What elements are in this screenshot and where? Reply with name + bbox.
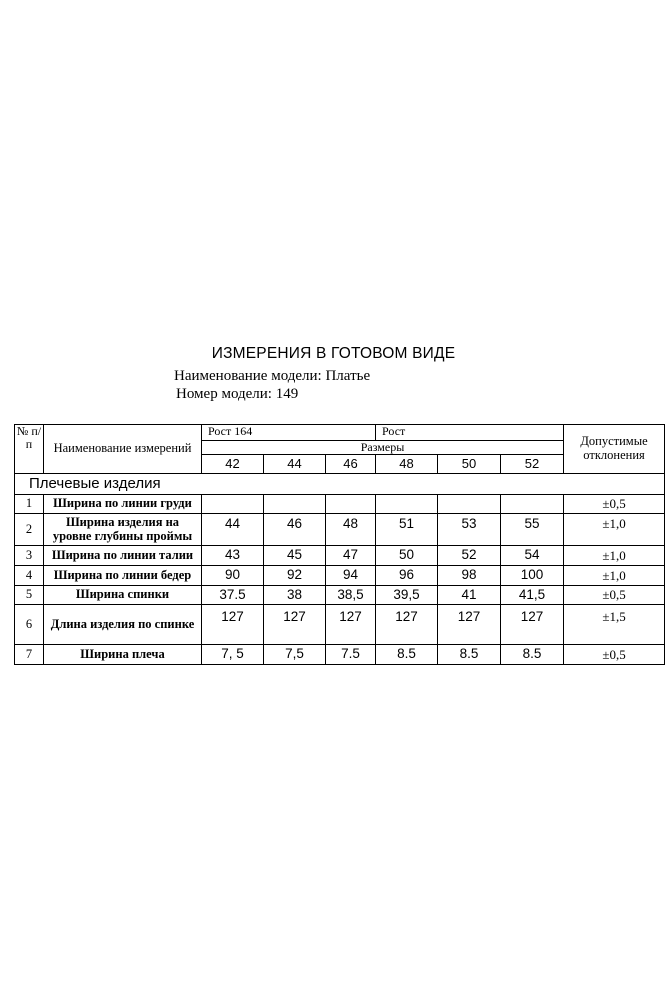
row-value: 53 — [438, 514, 501, 546]
row-value: 47 — [326, 546, 376, 566]
row-value: 7, 5 — [202, 645, 264, 665]
table-row — [15, 645, 665, 665]
row-tolerance: ±1,0 — [564, 546, 665, 566]
row-value — [376, 495, 438, 514]
table-row — [15, 605, 665, 645]
size-header: 50 — [438, 455, 501, 474]
row-value: 55 — [501, 514, 564, 546]
row-value: 90 — [202, 566, 264, 586]
size-header: 46 — [326, 455, 376, 474]
row-value: 127 — [501, 605, 564, 645]
header-rost-164: Рост 164 — [202, 425, 376, 441]
model-number-line: Номер модели: 149 — [176, 386, 299, 402]
header-sizes: Размеры — [202, 441, 564, 455]
table-row — [15, 546, 665, 566]
row-tolerance: ±1,0 — [564, 514, 665, 546]
table-row — [15, 586, 665, 605]
row-value — [438, 495, 501, 514]
row-value: 94 — [326, 566, 376, 586]
row-value: 127 — [202, 605, 264, 645]
row-value: 48 — [326, 514, 376, 546]
row-value — [264, 495, 326, 514]
row-name: Ширина плеча — [44, 645, 202, 665]
row-number: 3 — [15, 546, 44, 566]
row-value: 41,5 — [501, 586, 564, 605]
row-name: Ширина изделия на уровне глубины проймы — [44, 514, 202, 546]
row-value: 39,5 — [376, 586, 438, 605]
row-value: 41 — [438, 586, 501, 605]
size-header: 42 — [202, 455, 264, 474]
section-title: Плечевые изделия — [15, 474, 665, 495]
row-value: 7,5 — [264, 645, 326, 665]
row-name: Ширина по линии бедер — [44, 566, 202, 586]
table-row — [15, 514, 665, 546]
row-value: 52 — [438, 546, 501, 566]
row-name: Ширина спинки — [44, 586, 202, 605]
row-value — [501, 495, 564, 514]
row-value: 127 — [264, 605, 326, 645]
row-value — [326, 495, 376, 514]
row-tolerance: ±0,5 — [564, 645, 665, 665]
row-number: 4 — [15, 566, 44, 586]
row-value: 37.5 — [202, 586, 264, 605]
header-rost-2: Рост — [376, 425, 564, 441]
row-tolerance: ±1,0 — [564, 566, 665, 586]
row-value: 8.5 — [501, 645, 564, 665]
row-value: 46 — [264, 514, 326, 546]
row-name: Ширина по линии груди — [44, 495, 202, 514]
row-value: 44 — [202, 514, 264, 546]
model-name-line: Наименование модели: Платье — [174, 368, 371, 384]
row-number: 2 — [15, 514, 44, 546]
row-value: 8.5 — [438, 645, 501, 665]
header-measurement: Наименование измерений — [44, 425, 202, 474]
document-title: ИЗМЕРЕНИЯ В ГОТОВОМ ВИДЕ — [211, 345, 456, 362]
row-number: 7 — [15, 645, 44, 665]
table-row — [15, 566, 665, 586]
row-name: Длина изделия по спинке — [44, 605, 202, 645]
row-value: 7.5 — [326, 645, 376, 665]
row-value: 45 — [264, 546, 326, 566]
row-value: 51 — [376, 514, 438, 546]
row-value: 98 — [438, 566, 501, 586]
row-value: 127 — [438, 605, 501, 645]
row-value: 100 — [501, 566, 564, 586]
table-row — [15, 495, 665, 514]
row-value: 8.5 — [376, 645, 438, 665]
row-tolerance: ±0,5 — [564, 495, 665, 514]
row-value: 54 — [501, 546, 564, 566]
row-tolerance: ±1,5 — [564, 605, 665, 645]
row-value: 96 — [376, 566, 438, 586]
row-value: 127 — [326, 605, 376, 645]
measurements-table — [14, 424, 665, 665]
row-number: 6 — [15, 605, 44, 645]
row-value: 127 — [376, 605, 438, 645]
row-value: 38 — [264, 586, 326, 605]
row-number: 1 — [15, 495, 44, 514]
size-header: 48 — [376, 455, 438, 474]
size-header: 52 — [501, 455, 564, 474]
row-value: 92 — [264, 566, 326, 586]
header-tolerance: Допустимые отклонения — [564, 425, 665, 474]
row-number: 5 — [15, 586, 44, 605]
row-value: 50 — [376, 546, 438, 566]
row-tolerance: ±0,5 — [564, 586, 665, 605]
row-name: Ширина по линии талии — [44, 546, 202, 566]
row-value: 38,5 — [326, 586, 376, 605]
header-num: № п/ п — [15, 425, 44, 474]
size-header: 44 — [264, 455, 326, 474]
row-value: 43 — [202, 546, 264, 566]
row-value — [202, 495, 264, 514]
